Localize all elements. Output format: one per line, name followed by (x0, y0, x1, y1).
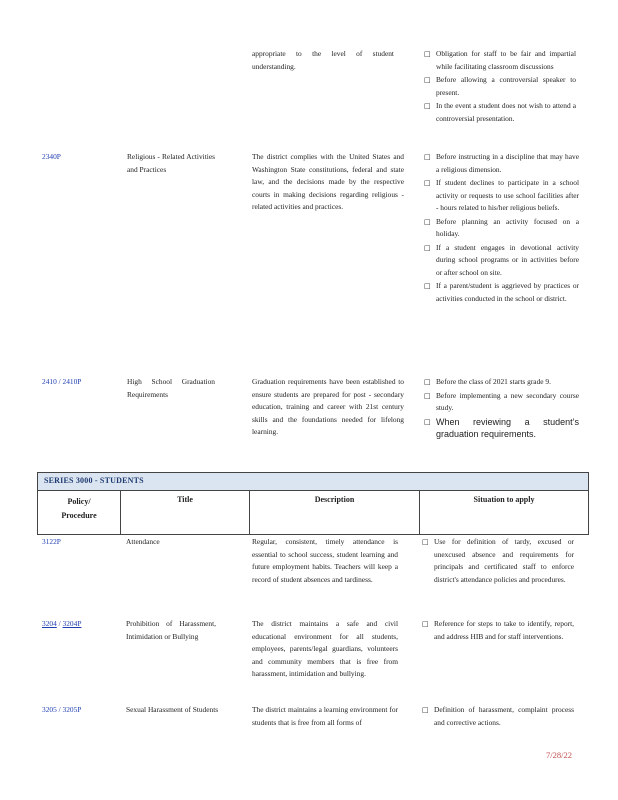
situation-list (424, 151, 579, 305)
situation-cell (422, 618, 574, 644)
situation-item: □ Before implementing a new secondary course study. (424, 390, 579, 415)
policy-number: 3205 / 3205P (42, 705, 82, 714)
situation-item: □ When reviewing a student’s graduation requirements. (424, 416, 579, 440)
situation-item: □ If a student engages in devotional activity during school programs or in activities before or after school on site. (424, 242, 579, 280)
situation-cell (422, 704, 574, 730)
description-cell: The district complies with the United States and Washington State constitutions, federal and state law, and the decisions made by the respective courts in making decisions regarding religious - related activities and practices. (252, 152, 404, 211)
policy-title: Sexual Harassment of Students (126, 705, 219, 714)
policy-number: 3204 / 3204P (42, 619, 82, 628)
situation-item: □ Reference for steps to take to identify, report, and address HIB and for staff interventions. (422, 618, 574, 643)
situation-list (424, 48, 576, 125)
situation-cell (424, 48, 576, 126)
situation-item: □ Before the class of 2021 starts grade 9. (424, 376, 579, 389)
footer-date: 7/28/22 (546, 750, 572, 760)
header-policy: Policy/ Procedure (38, 491, 121, 535)
situation-item: □ Before allowing a controversial speaker to present. (424, 74, 576, 99)
policy-title: High School Graduation Requirements (127, 377, 215, 399)
situation-cell (424, 151, 579, 306)
series-title: SERIES 3000 - STUDENTS (44, 476, 144, 485)
situation-item: □ Before instructing in a discipline that may have a religious dimension. (424, 151, 579, 176)
policy-title: Attendance (126, 537, 160, 546)
description-cell: Graduation requirements have been established to ensure students are prepared for post - secondary education, training and career with 21st century skills and the foundations needed for lifelong learning. (252, 377, 404, 436)
situation-item: □ Before planning an activity focused on a holiday. (424, 216, 579, 241)
policy-title: Prohibition of Harassment, Intimidation or Bullying (126, 619, 216, 641)
description-cell: Regular, consistent, timely attendance is essential to school success, student learning and future employment habits. Teachers will keep a record of student absences and tardiness. (252, 537, 398, 584)
header-description: Description (250, 491, 420, 535)
situation-item: □ If a parent/student is aggrieved by practices or activities conducted in the school or district. (424, 280, 579, 305)
situation-item: □ If student declines to participate in a school activity or requests to use school facilities after - hours related to his/her religious beliefs. (424, 177, 579, 215)
policy-title: Religious - Related Activities and Practices (127, 152, 215, 174)
situation-item: □ Obligation for staff to be fair and impartial while facilitating classroom discussions (424, 48, 576, 73)
policy-link[interactable]: 3204 (42, 619, 57, 628)
situation-item: □ Use for definition of tardy, excused or unexcused absence and requirements for principals and certificated staff to enforce district's attendance policies and procedures. (422, 536, 574, 586)
description-cell: The district maintains a safe and civil educational environment for all students, employees, parents/legal guardians, volunteers and community members that is free from harassment, intimidation and bullying. (252, 619, 398, 678)
series-header-table (37, 472, 589, 535)
description-cell (252, 48, 394, 73)
policy-number: 2340P (42, 152, 61, 161)
situation-item: □ Definition of harassment, complaint process and corrective actions. (422, 704, 574, 729)
description-text: appropriate to the level of student understanding. (252, 49, 394, 71)
description-cell: The district maintains a learning environment for students that is free from all forms of (252, 705, 398, 727)
situation-cell (424, 376, 579, 441)
situation-list (422, 618, 574, 643)
policy-number: 3122P (42, 537, 61, 546)
header-situation: Situation to apply (473, 495, 535, 504)
procedure-link[interactable]: 3204P (62, 619, 82, 628)
situation-list (422, 704, 574, 729)
situation-list (424, 376, 579, 440)
header-title: Title (121, 491, 250, 535)
situation-item: □ In the event a student does not wish to attend a controversial presentation. (424, 100, 576, 125)
policy-number: 2410 / 2410P (42, 377, 82, 386)
situation-cell (422, 536, 574, 587)
situation-list (422, 536, 574, 586)
series-band (38, 473, 588, 491)
